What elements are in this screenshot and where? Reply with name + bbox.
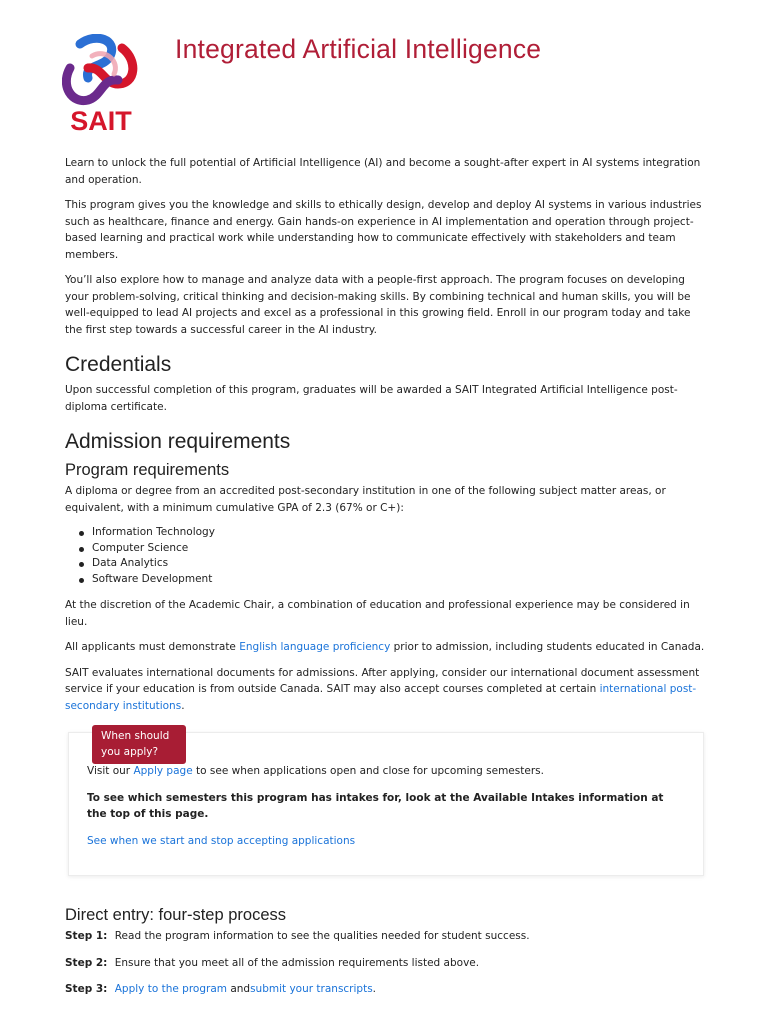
list-item: Software Development: [92, 572, 710, 588]
intakes-note: To see which semesters this program has intakes for, look at the Available Intakes information at the top of this page.: [87, 791, 664, 820]
english-requirement: All applicants must demonstrate English language proficiency prior to admission, including students educated in Canada.: [65, 641, 705, 653]
application-dates-link[interactable]: See when we start and stop accepting applications: [87, 834, 356, 847]
credentials-heading: Credentials: [65, 353, 172, 376]
intro-paragraph-2: This program gives you the knowledge and skills to ethically design, develop and deploy AI systems in various industries such as healthcare, finance and energy. Gain hands-on experience in AI implementation and operation through project-based learning and practical work while understanding how to communicate effectively with stakeholders and team members.: [65, 199, 702, 261]
intro-paragraph-1: Learn to unlock the full potential of Artificial Intelligence (AI) and become a sought-after expert in AI systems integration and operation.: [65, 157, 701, 186]
apply-timing-callout: [68, 732, 704, 876]
subject-area-list: [65, 525, 710, 587]
step-3: Step 3: Apply to the program andsubmit your transcripts.: [65, 983, 377, 995]
step-label: Step 2:: [65, 956, 108, 969]
knot-logo-icon: [62, 34, 140, 134]
credentials-text: Upon successful completion of this program, graduates will be awarded a SAIT Integrated Artificial Intelligence post-diploma certificate.: [65, 384, 678, 413]
apply-page-text: Visit our Apply page to see when applications open and close for upcoming semesters.: [87, 765, 544, 777]
step-label: Step 1:: [65, 930, 108, 942]
step-2: Step 2: Ensure that you meet all of the admission requirements listed above.: [65, 956, 480, 969]
main-content: [65, 155, 710, 1008]
submit-transcripts-link[interactable]: submit your transcripts: [250, 983, 373, 995]
list-item: Computer Science: [92, 541, 710, 557]
international-documents-text: SAIT evaluates international documents for admissions. After applying, consider our international document assessment service if your education is from outside Canada. SAIT may also accept courses completed at certain international post-secondary institutions.: [65, 666, 700, 712]
direct-entry-heading: Direct entry: four-step process: [65, 906, 286, 924]
list-item: Data Analytics: [92, 556, 710, 572]
program-requirements-heading: Program requirements: [65, 461, 230, 479]
english-proficiency-link[interactable]: English language proficiency: [239, 641, 391, 653]
page-title: Integrated Artificial Intelligence: [175, 34, 542, 64]
step-1: Step 1: Read the program information to see the qualities needed for student success.: [65, 930, 530, 942]
intro-paragraph-3: You’ll also explore how to manage and analyze data with a people-first approach. The program focuses on developing your problem-solving, critical thinking and decision-making skills. By combining technical and human skills, you will be well-equipped to lead AI projects and excel as a professional in this growing field. Enroll in our program today and take the first step towards a successful career in the AI industry.: [65, 274, 691, 336]
admission-heading: Admission requirements: [65, 430, 291, 453]
step-label: Step 3:: [65, 983, 108, 995]
sait-logo[interactable]: [62, 34, 140, 134]
discretion-text: At the discretion of the Academic Chair, a combination of education and professional experience may be considered in lieu.: [65, 599, 690, 628]
requirements-intro: A diploma or degree from an accredited post-secondary institution in one of the following subject matter areas, or equivalent, with a minimum cumulative GPA of 2.3 (67% or C+):: [65, 485, 666, 514]
apply-page-link[interactable]: Apply page: [133, 765, 193, 777]
callout-tab-label: When should you apply?: [92, 725, 186, 764]
international-institutions-link[interactable]: international post-secondary institutions: [65, 683, 697, 712]
apply-to-program-link[interactable]: Apply to the program: [114, 983, 227, 995]
list-item: Information Technology: [92, 525, 710, 541]
svg-text:SAIT: SAIT: [70, 106, 132, 134]
